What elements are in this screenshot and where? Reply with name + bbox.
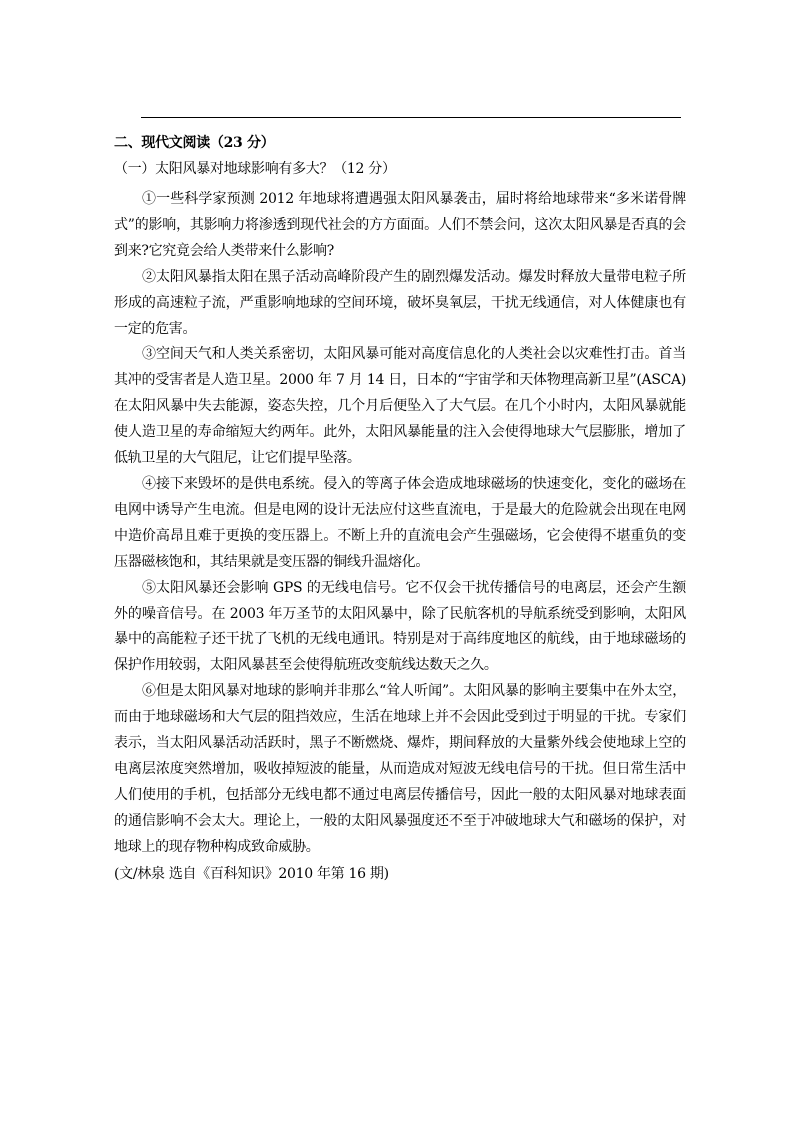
header-rule <box>141 117 681 118</box>
paragraph-3: ③空间天气和人类关系密切，太阳风暴可能对高度信息化的人类社会以灾难性打击。首当其冲的受害者是人造卫星。2000 年 7 月 14 日，日本的“宇宙学和天体物理高新卫星”(ASCA)在太阳风暴中失去能源，姿态失控，几个月后便坠入了大气层。在几个小时内，太阳风暴就能使人造卫星的寿命缩短大约两年。此外，太阳风暴能量的注入会使得地球大气层膨胀，增加了低轨卫星的大气阻尼，让它们提早坠落。 <box>114 346 686 467</box>
paragraph-2: ②太阳风暴指太阳在黑子活动高峰阶段产生的剧烈爆发活动。爆发时释放大量带电粒子所形成的高速粒子流，严重影响地球的空间环境，破坏臭氧层，干扰无线通信，对人体健康也有一定的危害。 <box>114 268 686 337</box>
source-citation: (文/林泉 选自《百科知识》2010 年第 16 期) <box>114 865 389 882</box>
section-title: 二、现代文阅读（23 分） <box>114 135 275 151</box>
paragraph-5: ⑤太阳风暴还会影响 GPS 的无线电信号。它不仅会干扰传播信号的电离层，还会产生额外的噪音信号。在 2003 年万圣节的太阳风暴中，除了民航客机的导航系统受到影响，太阳风暴中的高能粒子还干扰了飞机的无线电通讯。特别是对于高纬度地区的航线，由于地球磁场的保护作用较弱，太阳风暴甚至会使得航班改变航线达数天之久。 <box>114 579 686 674</box>
passage-title: （一）太阳风暴对地球影响有多大？（12 分） <box>114 161 396 177</box>
paragraph-4: ④接下来毁坏的是供电系统。侵入的等离子体会造成地球磁场的快速变化，变化的磁场在电网中诱导产生电流。但是电网的设计无法应付这些直流电，于是最大的危险就会出现在电网中造价高昂且难于更换的变压器上。不断上升的直流电会产生强磁场，它会使得不堪重负的变压器磁核饱和，其结果就是变压器的铜线升温熔化。 <box>114 475 686 570</box>
paragraph-6: ⑥但是太阳风暴对地球的影响并非那么“耸人听闻”。太阳风暴的影响主要集中在外太空，而由于地球磁场和大气层的阻挡效应，生活在地球上并不会因此受到过于明显的干扰。专家们表示，当太阳风暴活动活跃时，黑子不断燃烧、爆炸，期间释放的大量紫外线会使地球上空的电离层浓度突然增加，吸收掉短波的能量，从而造成对短波无线电信号的干扰。但日常生活中人们使用的手机，包括部分无线电都不通过电离层传播信号，因此一般的太阳风暴对地球表面的通信影响不会太大。理论上，一般的太阳风暴强度还不至于冲破地球大气和磁场的保护，对地球上的现存物种构成致命威胁。 <box>114 683 686 855</box>
reading-section <box>114 130 686 887</box>
paragraph-1: ①一些科学家预测 2012 年地球将遭遇强太阳风暴袭击，届时将给地球带来“多米诺骨牌式”的影响，其影响力将渗透到现代社会的方方面面。人们不禁会问，这次太阳风暴是否真的会到来?它究竟会给人类带来什么影响? <box>114 191 686 259</box>
